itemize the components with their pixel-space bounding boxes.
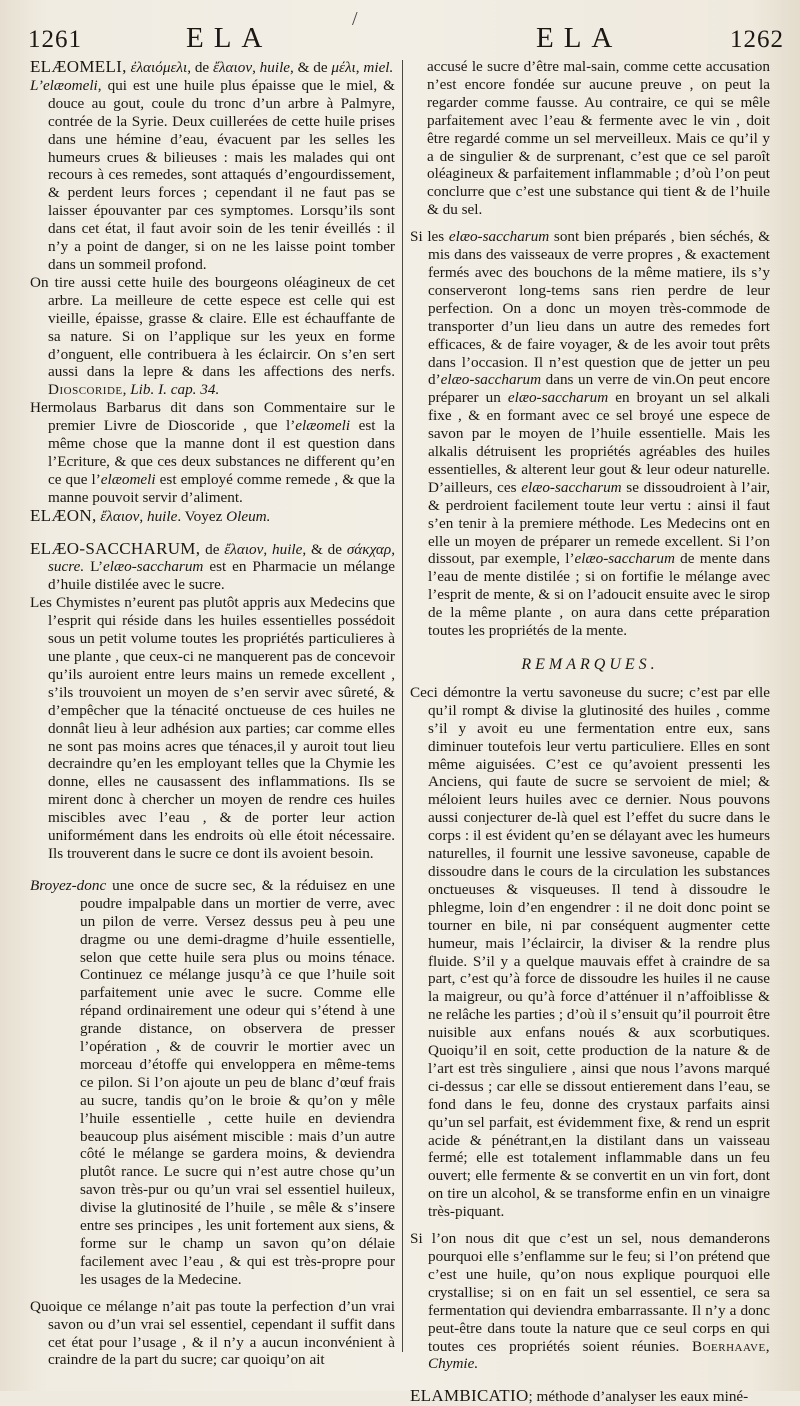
paragraph: accusé le sucre d’être mal-sain, comme cette accusation n’est encore fondée sur aucune preuve , on peut la regarder comme fausse. Au contraire, ce qui se mêle parfaitement avec l’eau & fermente avec le vin , doit être regardé comme un sel merveilleux. Mais ce qu’il y a de singulier & de surprenant, c’est que ce sel paroît oléagineux & parfaitement inflammable ; d’où l’on peut conclurre que c’est une substance qui tient & de l’huile & du sel. [427,58,770,219]
entry-elaeomeli: ELÆOMELI, ἐλαιόμελι, de ἔλαιον, huile, & de μέλι, miel. [30,57,394,76]
headword: ELÆON, [30,505,97,525]
column-divider [402,60,403,1352]
paragraph: Ceci démontre la vertu savoneuse du sucre; c’est par elle qu’il rompt & divise la glutinosité des huiles , comme s’il y avoit eu une fermentation entre eux, sans diminuer toutefois leur vertu particuliere. Elles en sont même aiguisées. C’est ce qu’avoient pressenti les Anciens, qui faute de sucre se servoient de miel; & méloient leurs huiles avec ce dernier. Nous pouvons aussi conjecturer de-là quel est l’effet du sucre dans le corps : il est évident qu’en se délayant avec les humeurs naturelles, il fournit une lessive savoneuse, capable de dissoudre dans le cours de la circulation les substances onctueuses & visqueuses. Il tend à dissoudre le phlegme, loin d’en engendrer : il ne doit donc point se tourner en bile, ni par conséquent augmenter cette humeur, mais l’éclaircir, la diviser & la rendre plus fluide. S’il y a quelque mauvais effet à craindre de sa part, c’est qu’à force de dissoudre les huiles il ne cause la maigreur, ou qu’à force d’atténuer il n’affoiblisse & ne relâche les parties ; d’où il s’ensuit qu’il pourroit être nuisible aux enfans noués & aux scorbutiques. Quoiqu’il en soit, cette production de la nature & de l’art est très singuliere , ainsi que nous l’avons marqué ci-dessus ; car elle se dissout entierement dans l’eau, se fond dans le feu, donne des crystaux parfaits ainsi qu’un sel parfait, est évidemment fixe, & rend un esprit acide & pénétrant,en la distilant dans un vaisseau fermé; elle est totalement inflammable dans un feu ouvert; elle fermente & se convertit en un vin fort, dont on tire un alcohol, & se transforme enfin en un vinaigre très-piquant. [410,683,770,1221]
headword: ELAMBICATIO [410,1386,529,1406]
paragraph: L’elæomeli, qui est une huile plus épaisse que le miel, & douce au gout, coule du tronc d’un arbre à Palmyre, contrée de la Syrie. Deux cuillerées de cette huile prises dans une hémine d’eau, évacuent par les selles les humeurs crues & bilieuses : mais les malades qui ont recours à ces remedes, sont attaqués d’engourdissement, & perdent leurs forces ; cependant il ne faut pas se laisser épouvanter par ces symptomes. Lorsqu’ils sont dans cet état, il faut avoir soin de les tenir éveillés : il n’y a point de danger, si on ne les laisse point tomber dans un sommeil profond. [30,76,395,273]
left-running-head: ELA [186,22,273,54]
ink-mark: / [352,8,358,30]
right-page-number: 1262 [730,26,784,53]
entry-elaeon: ELÆON, ἔλαιον, huile. Voyez Oleum. [30,505,271,525]
paragraph: Si les elæo-saccharum sont bien préparés , bien séchés, & mis dans des vaisseaux de verre propres , & exactement fermés avec des bouchons de la même matiere, ils s’y conserveront long-tems sans rien perdre de leur perfection. On a donc un moyen très-commode de transporter d’un lieu dans un autre des remedes fort efficaces, & de faire voyager, & de les avoir tout prêts dans l’occasion. Il n’est question que de jetter un peu d’elæo-saccharum dans un verre de vin.On peut encore préparer un elæo-saccharum en broyant un sel alkali fixe , & en formant avec ce sel broyé une espece de savon par le moyen de l’huile essentielle. Mais les alkalis détruisent les propriétés agréables des huiles essentielles, & alterent leur gout & leur odeur naturelle. D’ailleurs, ces elæo-saccharum se dissoudroient à l’air, & perdroient facilement toute leur vertu : ainsi il faut s’en tenir à la premiere méthode. Les Medecins ont en elle un moyen de préparer un remede excellent. Si l’on dissout, par exemple, l’elæo-saccharum de mente dans l’eau de mente distilée ; si on fortifie le mélange avec l’esprit de mente, & si on l’adoucit ensuite avec le sirop de la même plante , on aura dans cette préparation toutes les propriétés de la mente. [410,228,771,640]
greek-word: μέλι [331,59,356,76]
paragraph: Les Chymistes n’eurent pas plutôt appris aux Medecins que l’esprit qui réside dans les huiles essentielles possédoit sous un petit volume toutes les propriétés particulieres à une plante , que ceux-ci ne manquerent pas de concevoir qu’ils auroient entre leurs mains un remede excellent , s’ils trouvoient un moyen de s’en servir avec sûreté, & d’empêcher que la ténacité onctueuse de ces huiles ne donnât lieu à leur adhésion aux parties; car comme elles ne sont pas moins acres que ténaces,il y auroit tout lieu decraindre qu’en les employant telles que la Chymie les donne, elles ne causassent des inflammations. Ils se mirent donc à chercher un moyen de rendre ces huiles miscibles avec l’eau , & de porter leur action uniformément dans les endroits où elle étoit nécessaire. Ils trouverent dans le sucre ce dont ils avoient besoin. [30,594,395,862]
citation: Dioscoride [48,381,123,399]
paragraph: Si l’on nous dit que c’est un sel, nous demanderons pourquoi elle s’enflamme sur le feu; si l’on prétend que c’est une huile, qu’on nous explique pourquoi elle crystallise; si on en fait un sel essentiel, ce sera sa fermentation qui deviendra embarrassante. Il n’y a donc peut-être dans toute la nature que ce seul corps en qui toutes ces propriétés soient réunies. Boerhaave, Chymie. [410,1230,770,1373]
recipe-paragraph: Broyez-donc une once de sucre sec, & la réduisez en une poudre impalpable dans un mortier de verre, avec un pilon de verre. Versez dessus peu à peu une dragme ou une demi-dragme d’huile essentielle, selon que cette huile sera plus ou moins ténace. Continuez ce mélange jusqu’à ce que l’huile soit parfaitement unie avec le sucre. Comme elle répand ordinairement une odeur qui s’étend à une grande distance, on observera de presser l’opération , & de couvrir le mortier avec un morceau d’étoffe qui enveloppera en même-tems ce pilon. Si l’on ajoute un peu de blanc d’œuf frais au sucre, tandis qu’on le broie & qu’on y mêle l’huile essentielle , cette huile en deviendra beaucoup plus aisément miscible : mais d’un autre côté le mélange se gardera moins, & deviendra plutôt rance. Le sucre qui n’est autre chose qu’un savon très-pur ou qu’un vrai sel essentiel huileux, divise la glutinosité de l’huile , se mêle & s’insere entre ses principes , les unit fortement aux siens, & forme sur le champ un savon qu’on délaie facilement avec l’eau , & qui est très-propre pour les usages de la Medecine. [30,876,395,1288]
greek-word: ἔλαιον [224,540,264,558]
paragraph: Hermolaus Barbarus dit dans son Commentaire sur le premier Livre de Dioscoride , que l’elæomeli est la même chose que la manne dont il est question dans l’Ecriture, & que ces deux substances ne different qu’en ce que l’elæomeli est employé comme remede , & que la manne pouvoit servir d’aliment. [30,399,396,506]
entry-elambicatio: ELAMBICATIO; méthode d’analyser les eaux miné- [410,1386,749,1406]
headword: ELÆO-SACCHARUM, [30,538,201,558]
paragraph: Quoique ce mélange n’ait pas toute la perfection d’un vrai savon ou d’un vrai sel essentiel, cependant il suffit dans cet état pour l’usage , & il n’y a aucun inconvénient à craindre de la part du sucre; car quoiqu’on ait [30,1297,395,1369]
running-header [0,8,800,56]
left-column [30,58,395,1369]
section-heading-remarques: REMARQUES. [521,656,659,673]
left-page-number: 1261 [28,26,82,53]
entry-elaeo-saccharum: ELÆO-SACCHARUM, de ἔλαιον, huile, & de σάκχαρ, sucre. L’elæo-saccharum est en Pharmacie un mélange d’huile distilée avec le sucre. [30,538,395,594]
citation: Boerhaave, [691,1337,770,1355]
greek-word: ἔλαιον [100,507,140,525]
greek-word: ἔλαιον [212,59,253,76]
right-running-head: ELA [536,22,623,54]
greek-word: ἐλαιόμελι [130,59,188,76]
cross-reference: Oleum. [226,507,271,525]
headword: ELÆOMELI, [30,57,127,76]
right-column [410,58,770,1406]
greek-word: σάκχαρ [346,540,392,558]
paragraph: On tire aussi cette huile des bourgeons oléagineux de cet arbre. La meilleure de cette espece est celle qui est vieille, épaisse, grasse & claire. Elle est échauffante de sa nature. Si on l’applique sur les yeux en forme d’onguent, elle contribuera à les éclaircir. On s’en sert aussi dans la lepre & dans les affections des nerfs. Dioscoride, Lib. I. cap. 34. [30,273,395,399]
